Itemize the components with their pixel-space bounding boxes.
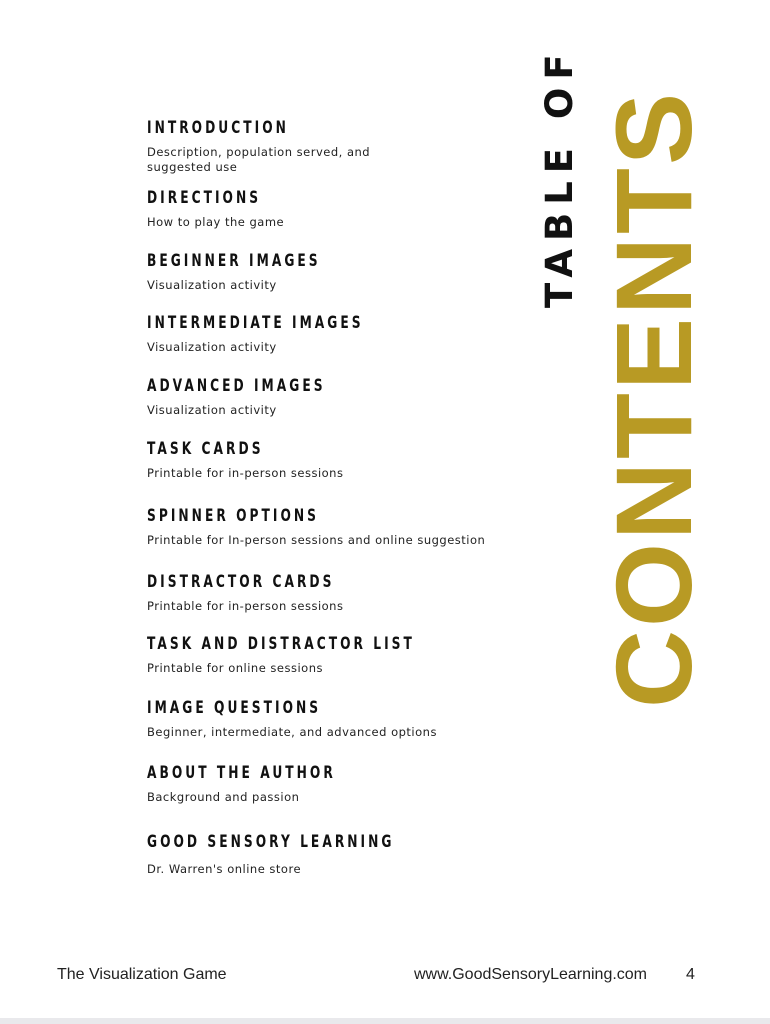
toc-title: BEGINNER IMAGES xyxy=(147,251,321,271)
toc-title: DIRECTIONS xyxy=(147,188,262,208)
toc-description: Background and passion xyxy=(147,790,300,804)
toc-description: Printable for online sessions xyxy=(147,661,323,675)
toc-description: How to play the game xyxy=(147,215,285,229)
toc-entry-task-cards xyxy=(0,439,520,503)
heading-line1: TABLE OF xyxy=(538,46,581,308)
heading-table-of xyxy=(536,46,581,316)
toc-title: INTRODUCTION xyxy=(147,118,289,138)
toc-title: TASK CARDS xyxy=(147,439,264,459)
toc-description: Description, population served, and suggested use xyxy=(147,145,371,174)
toc-title: ABOUT THE AUTHOR xyxy=(147,763,336,783)
page-bottom-edge xyxy=(0,1018,770,1024)
toc-description: Visualization activity xyxy=(147,340,277,354)
toc-title: ADVANCED IMAGES xyxy=(147,376,326,396)
toc-description: Printable for in-person sessions xyxy=(147,466,344,480)
footer-website: www.GoodSensoryLearning.com xyxy=(414,966,648,983)
footer-book-title: The Visualization Game xyxy=(57,966,227,983)
toc-title: DISTRACTOR CARDS xyxy=(147,572,335,592)
toc-description: Visualization activity xyxy=(147,403,277,417)
toc-entry-about-the-author xyxy=(0,763,520,827)
toc-entry-distractor-cards xyxy=(0,572,520,636)
toc-heading xyxy=(536,46,714,716)
heading-line2: CONTENTS xyxy=(593,90,714,708)
toc-title: SPINNER OPTIONS xyxy=(147,506,319,526)
toc-description: Dr. Warren's online store xyxy=(147,862,302,876)
toc-description: Printable for in-person sessions xyxy=(147,599,344,613)
toc-entry-good-sensory-learning xyxy=(0,832,520,896)
toc-entry-advanced-images xyxy=(0,376,520,440)
toc-entry-spinner-options xyxy=(0,506,520,570)
toc-description: Beginner, intermediate, and advanced options xyxy=(147,725,437,739)
toc-title: INTERMEDIATE IMAGES xyxy=(147,313,364,333)
toc-description: Visualization activity xyxy=(147,278,277,292)
toc-entry-directions xyxy=(0,188,520,252)
toc-entry-intermediate-images xyxy=(0,313,520,377)
toc-description: Printable for In-person sessions and online suggestion xyxy=(147,533,486,547)
toc-entry-image-questions xyxy=(0,698,520,762)
toc-entry-task-and-distractor-list xyxy=(0,634,520,698)
toc-title: GOOD SENSORY LEARNING xyxy=(147,832,395,852)
toc-entry-beginner-images xyxy=(0,251,520,315)
toc-title: IMAGE QUESTIONS xyxy=(147,698,322,718)
heading-contents xyxy=(593,90,714,716)
toc-title: TASK AND DISTRACTOR LIST xyxy=(147,634,415,654)
footer-page-number: 4 xyxy=(686,966,695,983)
toc-entry-introduction xyxy=(0,118,520,182)
